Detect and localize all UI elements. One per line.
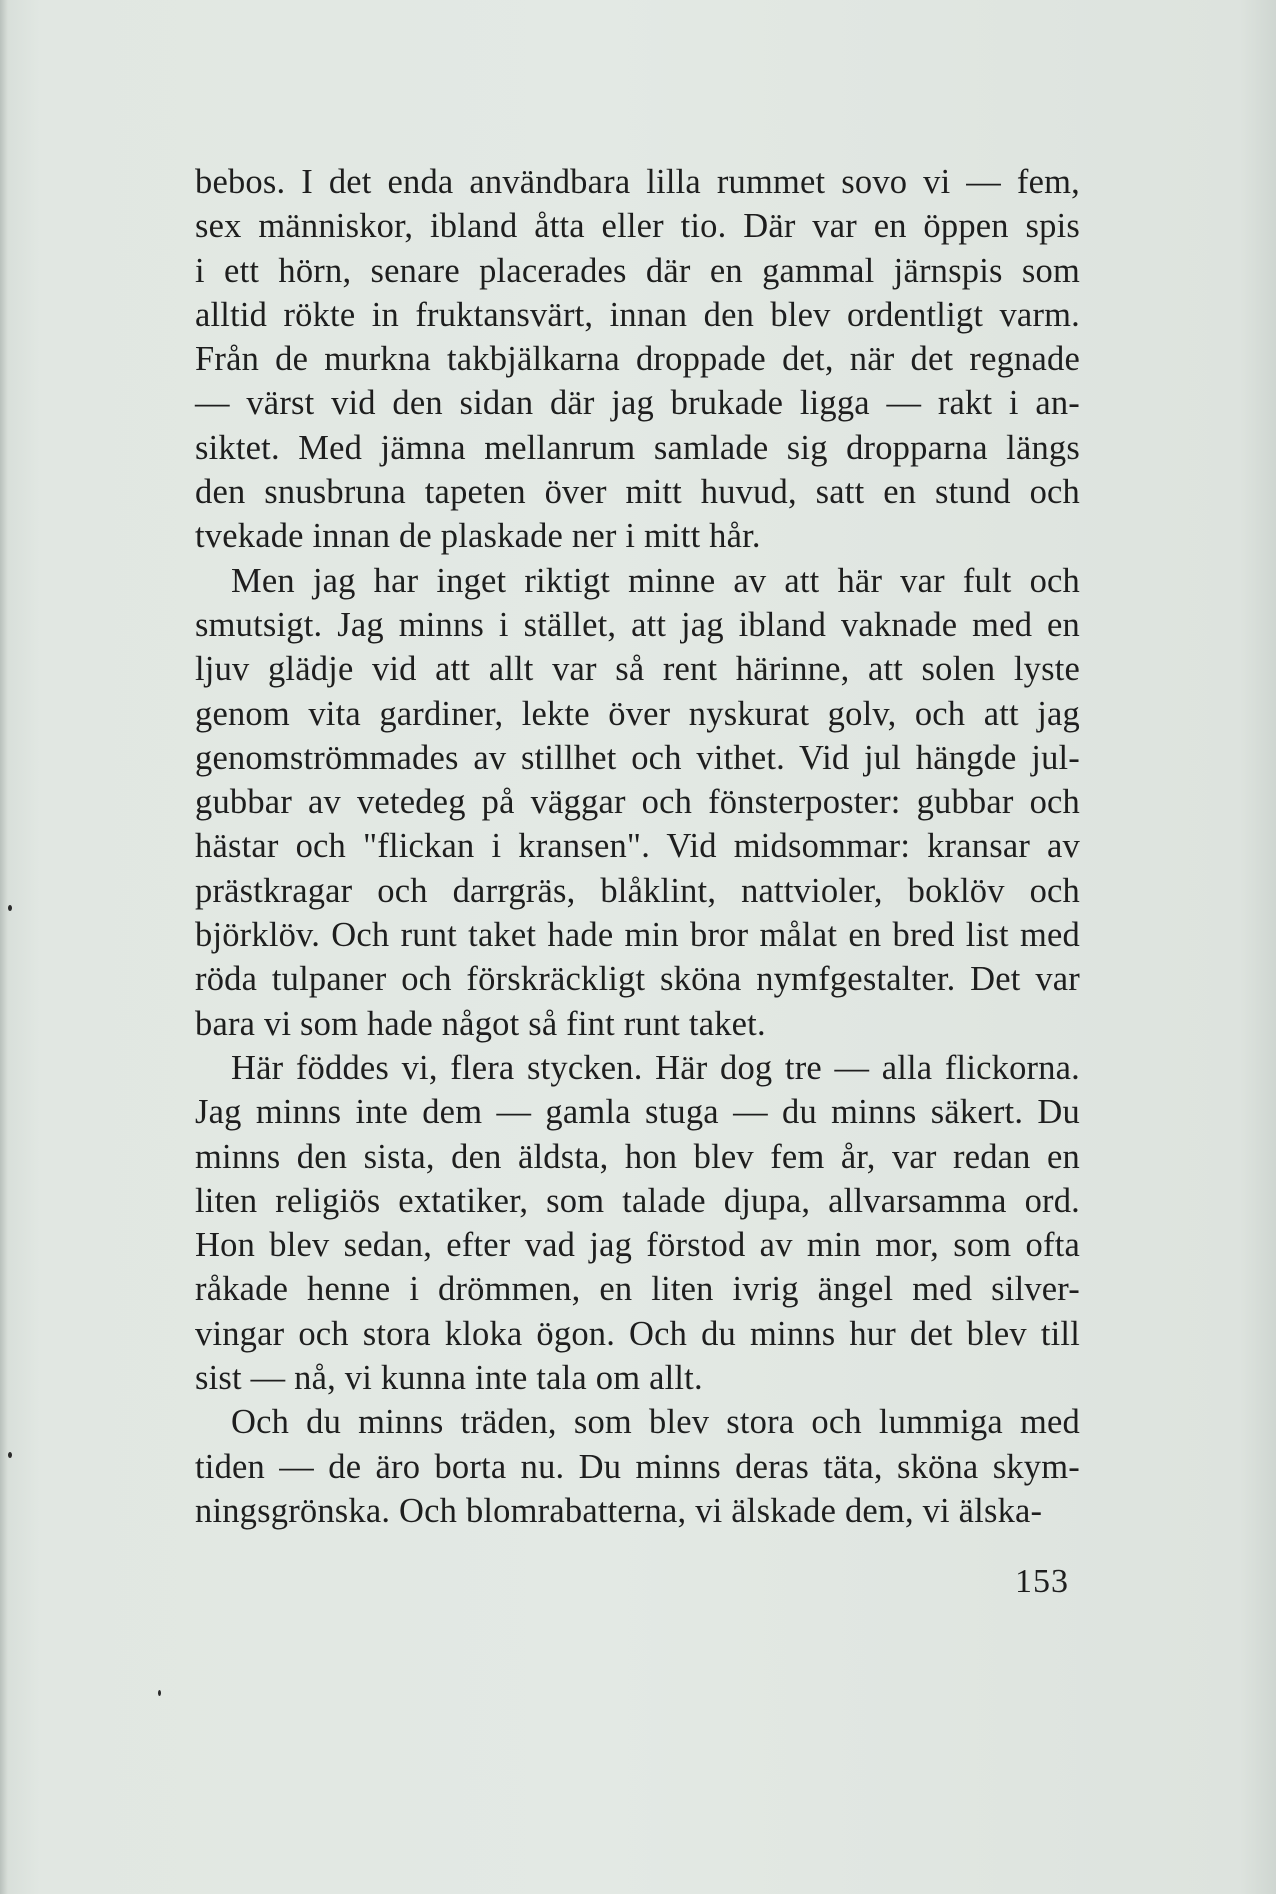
paragraph	[195, 160, 1080, 559]
text-line: alltid rökte in fruktansvärt, innan den blev ordentligt varm.	[195, 295, 1080, 334]
text-line: Och du minns träden, som blev stora och lummiga med	[231, 1403, 1080, 1442]
text-line: Men jag har inget riktigt minne av att här var fult och	[231, 561, 1080, 600]
text-line: röda tulpaner och förskräckligt sköna nymfgestalter. Det var	[195, 960, 1080, 999]
page-gutter-edge	[0, 0, 8, 1894]
text-line: sex människor, ibland åtta eller tio. Där var en öppen spis	[195, 207, 1080, 246]
text-line: genom vita gardiner, lekte över nyskurat golv, och att jag	[195, 694, 1080, 733]
text-line: liten religiös extatiker, som talade djupa, allvarsamma ord.	[195, 1181, 1080, 1220]
body-text	[195, 160, 1080, 1533]
text-line: den snusbruna tapeten över mitt huvud, satt en stund och	[195, 473, 1080, 512]
text-line: tvekade innan de plaskade ner i mitt hår.	[195, 517, 761, 556]
text-line: bebos. I det enda användbara lilla rummet sovo vi — fem,	[195, 163, 1080, 201]
text-line: sist — nå, vi kunna inte tala om allt.	[195, 1359, 703, 1398]
paragraph	[195, 1400, 1080, 1533]
margin-speck	[158, 1690, 161, 1696]
text-line: Här föddes vi, flera stycken. Här dog tre — alla flickorna.	[231, 1048, 1080, 1087]
margin-speck	[8, 1452, 12, 1458]
text-line: råkade henne i drömmen, en liten ivrig ängel med silver-	[195, 1270, 1080, 1309]
text-line: prästkragar och darrgräs, blåklint, nattvioler, boklöv och	[195, 871, 1080, 910]
text-line: minns den sista, den äldsta, hon blev fem år, var redan en	[195, 1137, 1080, 1176]
text-line: smutsigt. Jag minns i stället, att jag ibland vaknade med en	[195, 605, 1080, 644]
text-line: vingar och stora kloka ögon. Och du minns hur det blev till	[195, 1314, 1080, 1353]
text-line: i ett hörn, senare placerades där en gammal järnspis som	[195, 251, 1080, 290]
text-line: björklöv. Och runt taket hade min bror målat en bred list med	[195, 916, 1080, 955]
text-line: gubbar av vetedeg på väggar och fönsterposter: gubbar och	[195, 783, 1080, 822]
paragraph	[195, 559, 1080, 1046]
text-line: ningsgrönska. Och blomrabatterna, vi älskade dem, vi älska-	[195, 1491, 1043, 1530]
text-line: genomströmmades av stillhet och vithet. Vid jul hängde jul-	[195, 738, 1080, 777]
text-line: bara vi som hade något så fint runt taket.	[195, 1004, 766, 1043]
page-number: 153	[1015, 1563, 1069, 1600]
text-line: siktet. Med jämna mellanrum samlade sig dropparna längs	[195, 428, 1080, 467]
paragraph	[195, 1046, 1080, 1400]
text-line: Från de murkna takbjälkarna droppade det, när det regnade	[195, 340, 1080, 379]
text-line: ljuv glädje vid att allt var så rent härinne, att solen lyste	[195, 650, 1080, 689]
text-line: Hon blev sedan, efter vad jag förstod av min mor, som ofta	[195, 1226, 1080, 1265]
text-line: — värst vid den sidan där jag brukade ligga — rakt i an-	[195, 384, 1080, 423]
text-line: Jag minns inte dem — gamla stuga — du minns säkert. Du	[195, 1093, 1080, 1132]
text-line: hästar och "flickan i kransen". Vid midsommar: kransar av	[195, 827, 1080, 866]
margin-speck	[8, 905, 12, 911]
text-line: tiden — de äro borta nu. Du minns deras täta, sköna skym-	[195, 1447, 1080, 1486]
